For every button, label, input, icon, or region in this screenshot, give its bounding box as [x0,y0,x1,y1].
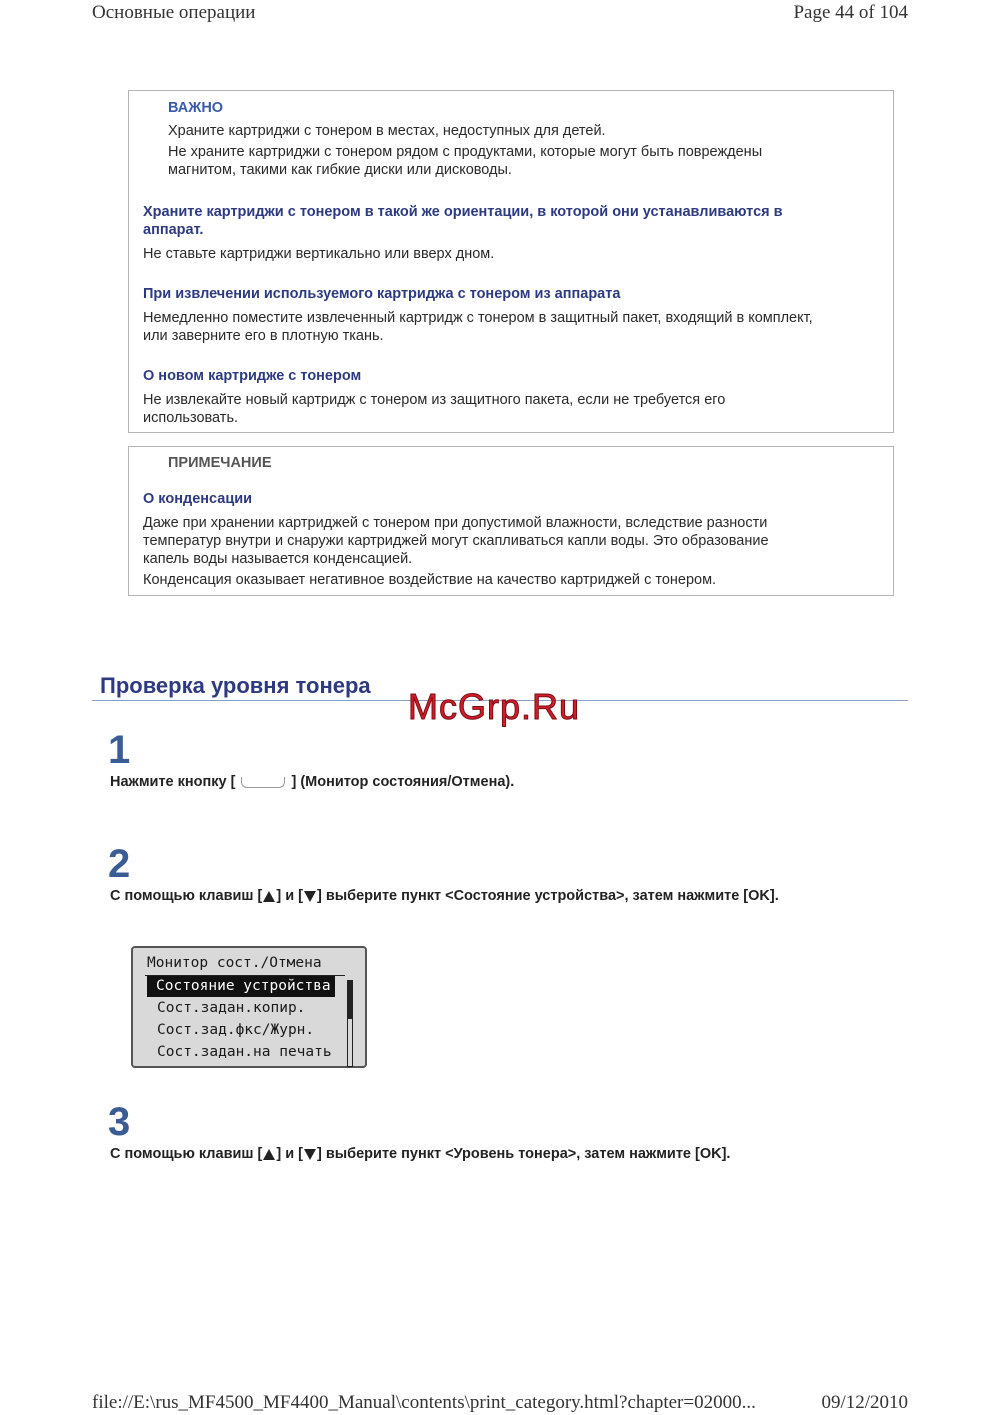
step-text: Нажмите кнопку [ [110,774,236,790]
header-page-number: Page 44 of 104 [793,2,908,23]
up-arrow-icon [263,1149,275,1160]
step-text: ] выберите пункт <Уровень тонера>, затем нажмите [OK]. [317,1146,731,1162]
step-text: С помощью клавиш [ [110,1146,263,1162]
condensation-body: температур внутри и снаружи картриджей могут скапливаться капли воды. Это образование [143,533,769,549]
orientation-body: Не ставьте картриджи вертикально или вверх дном. [143,246,495,262]
condensation-heading: О конденсации [143,491,253,507]
removal-body: или заверните его в плотную ткань. [143,328,384,344]
lcd-scroll-thumb [348,981,352,1019]
down-arrow-icon [304,891,316,902]
new-cartridge-heading: О новом картридже с тонером [143,368,362,384]
step-number: 1 [108,728,131,772]
removal-body: Немедленно поместите извлеченный картридж с тонером в защитный пакет, входящий в комплект, [143,310,813,326]
lcd-scrollbar [347,980,353,1067]
important-line: Храните картриджи с тонером в местах, недоступных для детей. [168,123,606,139]
important-line: магнитом, такими как гибкие диски или дисководы. [168,162,512,178]
lcd-title: Монитор сост./Отмена [147,955,322,971]
orientation-heading: аппарат. [143,222,204,238]
status-monitor-button-icon [241,777,285,788]
step-text: ] и [ [276,1146,303,1162]
step-number: 3 [108,1100,131,1144]
footer-date: 09/12/2010 [821,1392,908,1413]
step-instruction [110,774,514,790]
step-text: ] (Монитор состояния/Отмена). [291,774,515,790]
step-number: 2 [108,842,131,886]
footer-file-path: file://E:\rus_MF4500_MF4400_Manual\contents\print_category.html?chapter=02000... [92,1392,756,1413]
orientation-heading: Храните картриджи с тонером в такой же ориентации, в которой они устанавливаются в [143,204,783,220]
note-title: ПРИМЕЧАНИЕ [168,455,272,471]
step-instruction [110,888,779,904]
condensation-body: капель воды называется конденсацией. [143,551,413,567]
step-text: ] и [ [276,888,303,904]
lcd-menu-item[interactable]: Сост.задан.копир. [157,1000,306,1016]
important-box [128,90,894,433]
condensation-body: Даже при хранении картриджей с тонером при допустимой влажности, вследствие разности [143,515,768,531]
lcd-menu-item[interactable]: Сост.зад.фкс/Журн. [157,1022,315,1038]
section-title: Проверка уровня тонера [100,673,371,698]
step-text: С помощью клавиш [ [110,888,263,904]
up-arrow-icon [263,891,275,902]
lcd-menu-item[interactable]: Сост.задан.на печать [157,1044,332,1060]
step-instruction [110,1146,730,1162]
note-box [128,446,894,596]
header-section-title: Основные операции [92,2,256,23]
down-arrow-icon [304,1149,316,1160]
step-text: ] выберите пункт <Состояние устройства>, затем нажмите [OK]. [317,888,779,904]
lcd-display [131,946,367,1068]
condensation-body: Конденсация оказывает негативное воздействие на качество картриджей с тонером. [143,572,717,588]
important-line: Не храните картриджи с тонером рядом с продуктами, которые могут быть повреждены [168,144,763,160]
new-cartridge-body: Не извлекайте новый картридж с тонером из защитного пакета, если не требуется его [143,392,726,408]
new-cartridge-body: использовать. [143,410,239,426]
lcd-menu-item-selected[interactable]: Состояние устройства [147,976,335,997]
removal-heading: При извлечении используемого картриджа с тонером из аппарата [143,286,621,302]
important-title: ВАЖНО [168,100,224,116]
watermark: McGrp.Ru [408,686,581,727]
